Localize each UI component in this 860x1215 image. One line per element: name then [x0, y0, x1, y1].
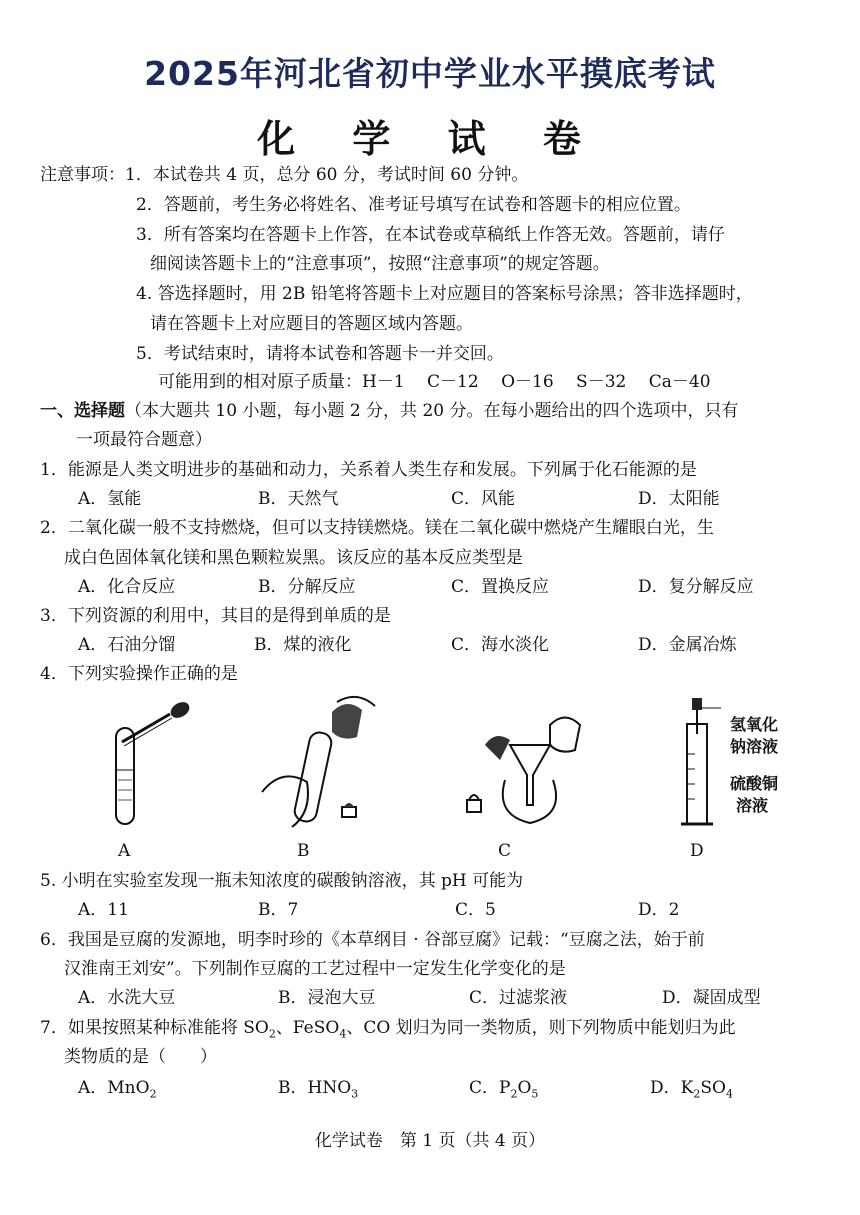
q1-option-b: B．天然气 [258, 489, 339, 509]
q2-option-d: D．复分解反应 [638, 577, 754, 597]
q7-option-a: A．MnO$_2$ [78, 1078, 157, 1101]
q5-option-d: D．2 [638, 900, 680, 920]
note-item: 3．所有答案均在答题卡上作答，在本试卷或草稿纸上作答无效。答题前，请仔 [136, 225, 725, 245]
question-7-stem: 7．如果按照某种标准能将 $SO_2$、FeSO$_4$、CO 划归为同一类物质，则下列物质中能划归为此 [40, 1018, 736, 1041]
q3-option-b: B．煤的液化 [254, 635, 352, 655]
note-item: 2．答题前，考生务必将姓名、准考证号填写在试卷和答题卡的相应位置。 [136, 195, 691, 215]
q6-option-a: A．水洗大豆 [78, 988, 176, 1008]
q6-option-b: B．浸泡大豆 [278, 988, 376, 1008]
notes-label: 注意事项： [40, 165, 125, 185]
figure-b-pouring-test-tube [252, 692, 392, 835]
q3-option-c: C．海水淡化 [451, 635, 550, 655]
q5-option-c: C．5 [455, 900, 496, 920]
figure-c-label: C [498, 841, 512, 861]
question-6-stem: 6．我国是豆腐的发源地，明李时珍的《本草纲目 · 谷部豆腐》记载：“豆腐之法，始于前 [40, 930, 705, 950]
atomic-mass-line: 可能用到的相对原子质量：H－1 C－12 O－16 S－32 Ca－40 [158, 372, 711, 392]
exam-subtitle: 化 学 试 卷 [257, 117, 603, 161]
figure-c-filtration [455, 705, 585, 835]
question-2-stem-cont: 成白色固体氧化镁和黑色颗粒炭黑。该反应的基本反应类型是 [64, 548, 523, 568]
section-heading: 一、选择题 [40, 401, 125, 421]
q7-option-d: D．$K_2SO_4$ [650, 1078, 733, 1101]
q7-option-c: C．$P_2O_5$ [469, 1078, 539, 1101]
q3-option-a: A．石油分馏 [78, 635, 176, 655]
question-6-stem-cont: 汉淮南王刘安”。下列制作豆腐的工艺过程中一定发生化学变化的是 [64, 959, 566, 979]
figure-d-reagent-1-cont: 钠溶液 [730, 737, 779, 756]
note-item: 细阅读答题卡上的“注意事项”，按照“注意事项”的规定答题。 [150, 254, 610, 274]
question-3-stem: 3．下列资源的利用中，其目的是得到单质的是 [40, 606, 391, 626]
figure-d-reagent-2-cont: 溶液 [736, 796, 769, 815]
question-7-stem-cont: 类物质的是（ ） [64, 1047, 217, 1067]
q7-option-b: B．$HNO_3$ [278, 1078, 359, 1101]
question-4-stem: 4．下列实验操作正确的是 [40, 664, 238, 684]
figure-d-label: D [690, 841, 704, 861]
q5-option-a: A．11 [78, 900, 129, 920]
q5-option-b: B．7 [258, 900, 299, 920]
figure-a-dropper-test-tube [100, 700, 200, 835]
question-5-stem: 5. 小明在实验室发现一瓶未知浓度的碳酸钠溶液，其 pH 可能为 [40, 871, 524, 891]
exam-title: 2025年河北省初中学业水平摸底考试 [144, 54, 716, 93]
question-2-stem: 2．二氧化碳一般不支持燃烧，但可以支持镁燃烧。镁在二氧化碳中燃烧产生耀眼白光，生 [40, 518, 714, 538]
q2-option-a: A．化合反应 [78, 577, 176, 597]
figure-b-label: B [297, 841, 310, 861]
q3-option-d: D．金属冶炼 [638, 635, 737, 655]
q1-option-a: A．氢能 [78, 489, 142, 509]
section-description-cont: 一项最符合题意） [76, 430, 212, 450]
figure-d-graduated-cylinder [675, 694, 725, 834]
figure-d-reagent-1: 氢氧化 [730, 715, 779, 734]
page-footer: 化学试卷 第 1 页（共 4 页） [314, 1131, 546, 1151]
q6-option-c: C．过滤浆液 [469, 988, 568, 1008]
note-item: 5．考试结束时，请将本试卷和答题卡一并交回。 [136, 344, 504, 364]
figure-a-label: A [118, 841, 131, 861]
note-item: 4. 答选择题时，用 2B 铅笔将答题卡上对应题目的答案标号涂黑；答非选择题时， [136, 284, 753, 304]
q1-option-c: C．风能 [451, 489, 516, 509]
question-1-stem: 1．能源是人类文明进步的基础和动力，关系着人类生存和发展。下列属于化石能源的是 [40, 460, 697, 480]
note-item: 请在答题卡上对应题目的答题区域内答题。 [150, 314, 473, 334]
section-description: （本大题共 10 小题，每小题 2 分，共 20 分。在每小题给出的四个选项中，只有 [125, 401, 739, 421]
note-item: 1．本试卷共 4 页，总分 60 分，考试时间 60 分钟。 [125, 165, 529, 185]
q1-option-d: D．太阳能 [638, 489, 720, 509]
figure-d-reagent-2: 硫酸铜 [730, 774, 779, 793]
q6-option-d: D．凝固成型 [662, 988, 761, 1008]
q2-option-b: B．分解反应 [258, 577, 356, 597]
q2-option-c: C．置换反应 [451, 577, 550, 597]
